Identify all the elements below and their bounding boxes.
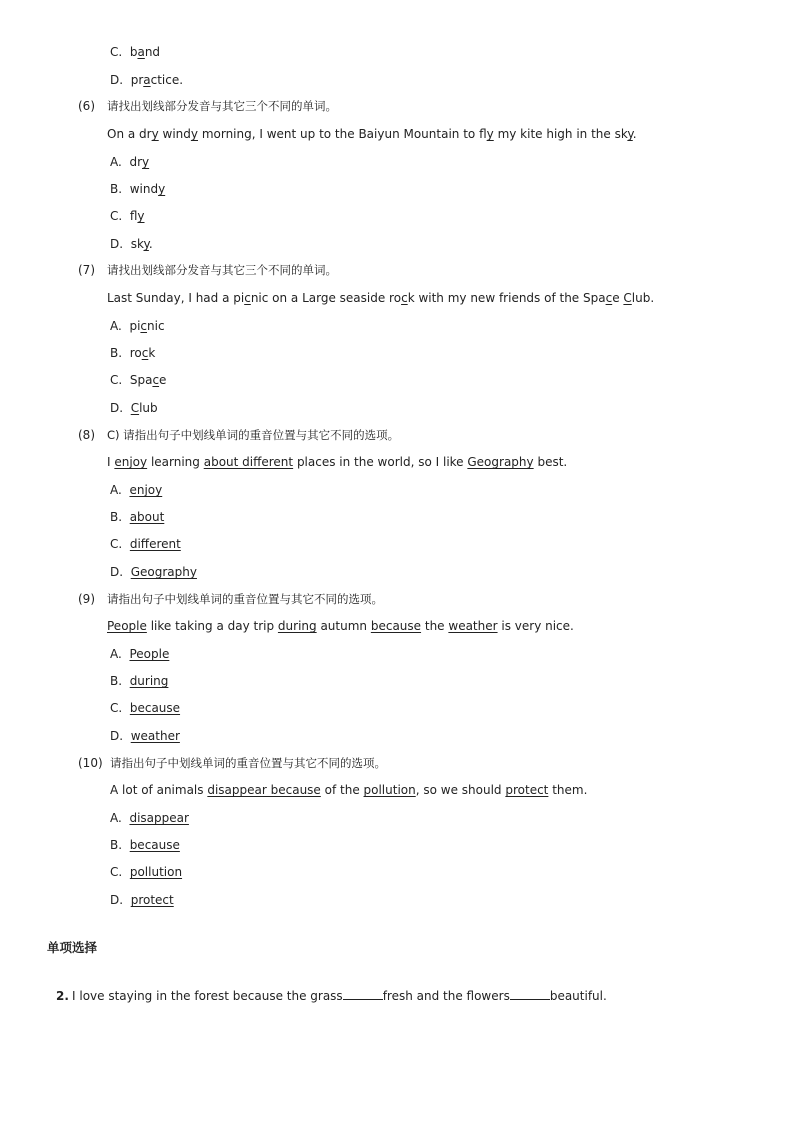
question-sentence: Last Sunday, I had a picnic on a Large seaside rock with my new friends of the Space Club. — [107, 291, 655, 305]
option-c: C. because — [110, 701, 181, 715]
question-instruction: 请指出句子中划线单词的重音位置与其它不同的选项。 — [107, 592, 383, 606]
question-instruction: 请找出划线部分发音与其它三个不同的单词。 — [107, 99, 337, 113]
option-d: D. Geography — [110, 565, 197, 579]
option-c: C. Space — [110, 373, 167, 387]
question-number: 2. — [56, 989, 69, 1003]
option-a: A. enjoy — [110, 483, 163, 497]
option-d: D. protect — [110, 893, 174, 907]
option-d: D. weather — [110, 729, 180, 743]
option-b: B. about — [110, 510, 165, 524]
section-heading: 单项选择 — [47, 940, 98, 955]
option-b: B. windy — [110, 182, 166, 196]
question-number: (10) — [78, 756, 103, 770]
option-b: B. rock — [110, 346, 156, 360]
option-a: A. dry — [110, 155, 150, 169]
option-c: C. fly — [110, 209, 145, 223]
question-number: (7) — [78, 263, 95, 277]
question-instruction: C) 请指出句子中划线单词的重音位置与其它不同的选项。 — [107, 428, 400, 442]
option-d: D. sky. — [110, 237, 153, 251]
question-number: (8) — [78, 428, 95, 442]
question-instruction: 请指出句子中划线单词的重音位置与其它不同的选项。 — [110, 756, 386, 770]
option-a: A. People — [110, 647, 170, 661]
question-sentence: A lot of animals disappear because of the pollution, so we should protect them. — [110, 783, 588, 797]
option-b: B. because — [110, 838, 180, 852]
option-c: C. band — [110, 45, 161, 59]
option-a: A. picnic — [110, 319, 165, 333]
question-instruction: 请找出划线部分发音与其它三个不同的单词。 — [107, 263, 337, 277]
option-d: D. Club — [110, 401, 158, 415]
question-sentence: People like taking a day trip during autumn because the weather is very nice. — [107, 619, 574, 633]
question-number: (6) — [78, 99, 95, 113]
question-number: (9) — [78, 592, 95, 606]
option-c: C. different — [110, 537, 181, 551]
option-c: C. pollution — [110, 865, 183, 879]
answer-blank — [343, 988, 383, 1000]
option-b: B. during — [110, 674, 169, 688]
option-d: D. practice. — [110, 73, 184, 87]
question-sentence: I enjoy learning about different places in the world, so I like Geography best. — [107, 455, 568, 469]
question-sentence: I love staying in the forest because the grass fresh and the flowers beautiful. — [72, 989, 607, 1003]
option-a: A. disappear — [110, 811, 189, 825]
answer-blank — [510, 988, 550, 1000]
question-sentence: On a dry windy morning, I went up to the Baiyun Mountain to fly my kite high in the sky. — [107, 127, 637, 141]
